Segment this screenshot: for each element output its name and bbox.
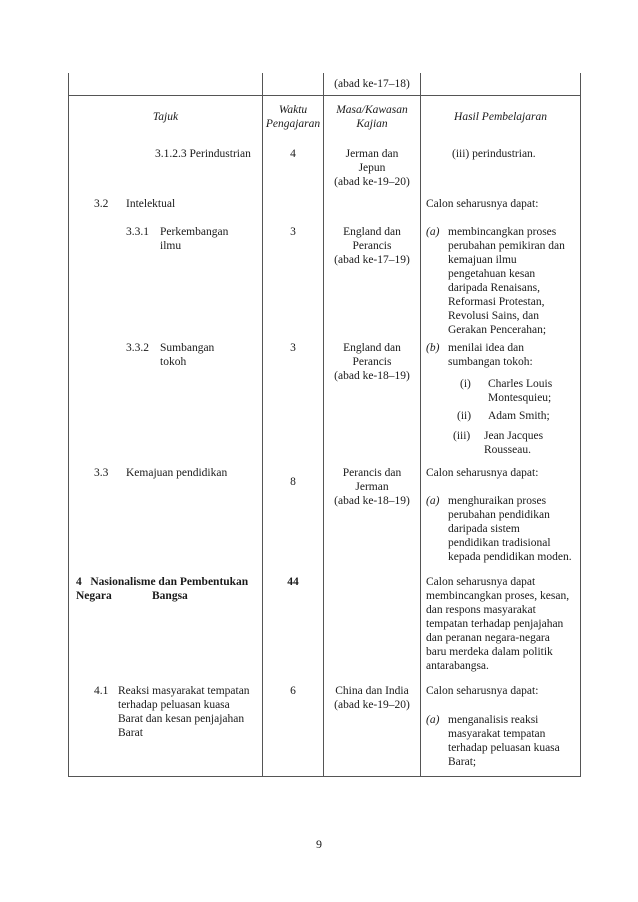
table-divider-3 <box>420 73 421 777</box>
row5-masa-3: (abad ke-18–19) <box>334 495 410 507</box>
row7-title-4: Barat <box>118 727 143 739</box>
row4-title-2: tokoh <box>160 356 187 368</box>
row7-waktu: 6 <box>290 685 296 697</box>
row2-hasil: Calon seharusnya dapat: <box>426 198 539 210</box>
row7-hasil-2: masyarakat tempatan <box>448 728 546 740</box>
row5-waktu: 8 <box>290 476 296 488</box>
row3-masa-2: Perancis <box>352 240 392 252</box>
row5-hasil-1: menghuraikan proses <box>448 495 547 507</box>
header-waktu-1: Waktu <box>278 104 308 116</box>
row5-hasil-3: daripada sistem <box>448 523 520 535</box>
row7-intro: Calon seharusnya dapat: <box>426 685 539 697</box>
row6-hasil-5: dan peranan negara-negara <box>426 632 550 644</box>
row2-num: 3.2 <box>94 198 109 210</box>
row6-title-1: 4 Nasionalisme dan Pembentukan <box>76 576 249 588</box>
row6-hasil-7: antarabangsa. <box>426 660 489 672</box>
header-tajuk: Tajuk <box>152 111 179 123</box>
row6-hasil-4: tempatan terhadap penjajahan <box>426 618 564 630</box>
row3-hasil-2: perubahan pemikiran dan <box>448 240 565 252</box>
row4-sub2-line1: Adam Smith; <box>488 410 550 422</box>
table-rule-bottom <box>68 776 581 777</box>
row4-masa-1: England dan <box>343 342 401 354</box>
row2-title: Intelektual <box>126 198 176 210</box>
row6-hasil-6: baru merdeka dalam politik <box>426 646 553 658</box>
row3-masa-3: (abad ke-17–19) <box>334 254 410 266</box>
row7-num: 4.1 <box>94 685 109 697</box>
row1-masa-1: Jerman dan <box>345 148 399 160</box>
table-divider-1 <box>262 73 263 777</box>
row5-num: 3.3 <box>94 467 109 479</box>
row1-masa-2: Jepun <box>358 162 386 174</box>
row3-waktu: 3 <box>290 226 296 238</box>
row1-waktu: 4 <box>290 148 296 160</box>
row6-hasil-1: Calon seharusnya dapat <box>426 576 536 588</box>
row5-hasil-2: perubahan pendidikan <box>448 509 550 521</box>
row7-hasil-3: terhadap peluasan kuasa <box>448 742 560 754</box>
row4-title-1: Sumbangan <box>160 342 215 354</box>
header-masa-1: Masa/Kawasan <box>336 104 408 116</box>
row3-marker: (a) <box>426 226 440 238</box>
page-number: 9 <box>316 837 322 851</box>
table-border-right <box>580 73 581 777</box>
row5-marker: (a) <box>426 495 440 507</box>
row5-hasil-4: pendidikan tradisional <box>448 537 551 549</box>
row4-sub2-num: (ii) <box>457 410 472 422</box>
row4-hasil-1: menilai idea dan <box>448 342 524 354</box>
row5-masa-2: Jerman <box>355 481 389 493</box>
row4-hasil-2: sumbangan tokoh: <box>448 356 533 368</box>
table-rule-top <box>68 95 581 96</box>
row3-hasil-3: kemajuan ilmu <box>448 254 517 266</box>
header-waktu-2: Pengajaran <box>265 118 321 130</box>
row7-hasil-1: menganalisis reaksi <box>448 714 539 726</box>
row6-waktu: 44 <box>287 576 299 588</box>
row3-hasil-5: daripada Renaisans, <box>448 282 540 294</box>
row7-title-1: Reaksi masyarakat tempatan <box>118 685 250 697</box>
row3-hasil-8: Gerakan Pencerahan; <box>448 324 547 336</box>
row4-sub3-line2: Rousseau. <box>484 444 531 456</box>
row4-sub3-line1: Jean Jacques <box>484 430 544 442</box>
row5-intro: Calon seharusnya dapat: <box>426 467 539 479</box>
row4-sub1-num: (i) <box>460 378 471 390</box>
row3-hasil-7: Revolusi Sains, dan <box>448 310 540 322</box>
row6-hasil-2: membincangkan proses, kesan, <box>426 590 570 602</box>
row4-sub1-line1: Charles Louis <box>488 378 553 390</box>
row3-hasil-4: pengetahuan kesan <box>448 268 536 280</box>
row7-title-2: terhadap peluasan kuasa <box>118 699 230 711</box>
row4-sub1-line2: Montesquieu; <box>488 392 552 404</box>
row4-masa-3: (abad ke-18–19) <box>334 370 410 382</box>
row3-hasil-1: membincangkan proses <box>448 226 557 238</box>
row4-num: 3.3.2 <box>126 342 149 354</box>
row7-hasil-4: Barat; <box>448 756 477 768</box>
row5-masa-1: Perancis dan <box>342 467 402 479</box>
row6-hasil-3: dan respons masyarakat <box>426 604 536 616</box>
row4-sub3-num: (iii) <box>453 430 471 442</box>
row3-num: 3.3.1 <box>126 226 149 238</box>
row7-marker: (a) <box>426 714 440 726</box>
header-hasil: Hasil Pembelajaran <box>454 111 547 123</box>
row6-title-2: Negara Bangsa <box>76 590 188 602</box>
row3-hasil-6: Reformasi Protestan, <box>448 296 545 308</box>
row4-masa-2: Perancis <box>352 356 392 368</box>
row3-title-1: Perkembangan <box>160 226 229 238</box>
row5-hasil-5: kepada pendidikan moden. <box>448 551 572 563</box>
row4-marker: (b) <box>426 342 440 354</box>
row1-title: 3.1.2.3 Perindustrian <box>155 148 251 160</box>
table-border-left <box>68 73 69 777</box>
row1-masa-3: (abad ke-19–20) <box>334 176 410 188</box>
row3-title-2: ilmu <box>160 240 182 252</box>
row7-masa-1: China dan India <box>335 685 409 697</box>
row5-title: Kemajuan pendidikan <box>126 467 228 479</box>
row7-title-3: Barat dan kesan penjajahan <box>118 713 245 725</box>
row4-waktu: 3 <box>290 342 296 354</box>
row3-masa-1: England dan <box>343 226 401 238</box>
row7-masa-2: (abad ke-19–20) <box>334 699 410 711</box>
top-row-period: (abad ke-17–18) <box>334 78 410 90</box>
header-masa-2: Kajian <box>356 118 388 130</box>
row1-hasil: (iii) perindustrian. <box>452 148 536 160</box>
